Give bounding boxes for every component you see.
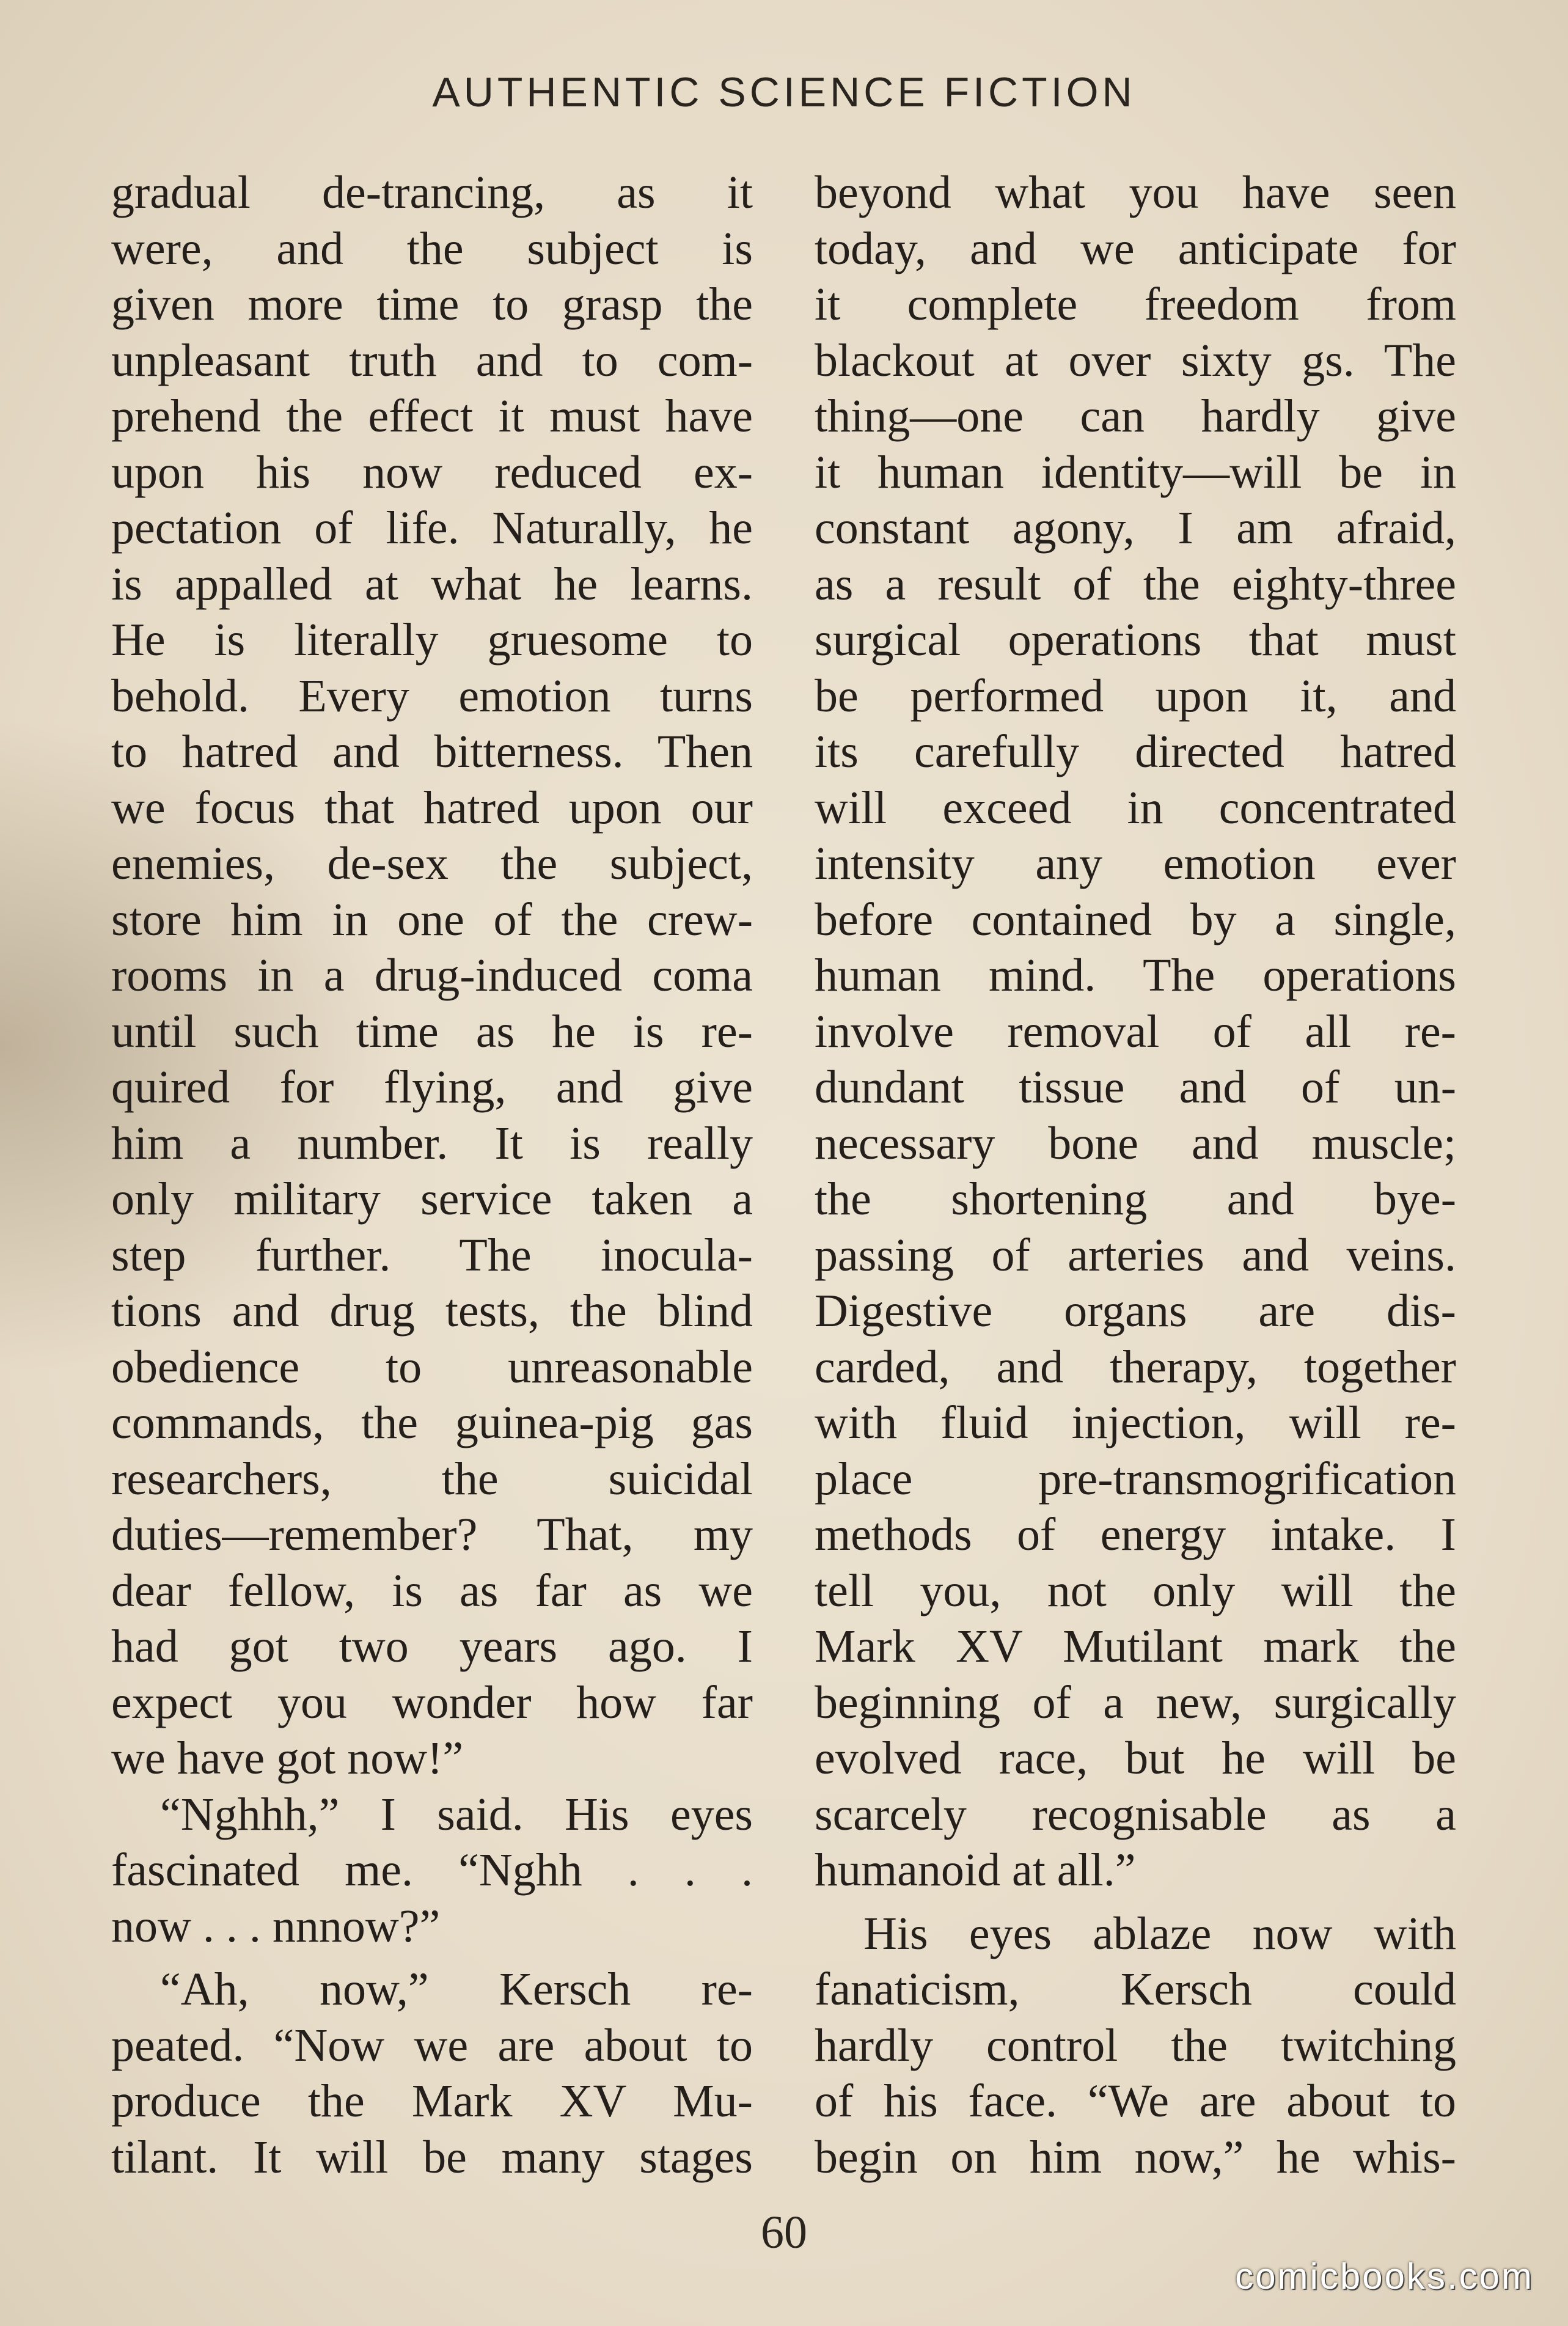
text-line: to hatred and bitterness. Then (111, 726, 753, 777)
text-line: methods of energy intake. I (815, 1509, 1456, 1560)
text-line: fascinated me. “Nghh . . . (111, 1844, 753, 1896)
text-line: the shortening and bye- (815, 1173, 1456, 1225)
text-line: its carefully directed hatred (815, 726, 1456, 777)
page-number: 60 (761, 2207, 807, 2258)
text-line: until such time as he is re- (111, 1005, 753, 1057)
text-line: as a result of the eighty-three (815, 558, 1456, 610)
text-line: “Nghhh,” I said. His eyes (160, 1788, 753, 1840)
text-line: necessary bone and muscle; (815, 1117, 1456, 1169)
text-line: duties—remember? That, my (111, 1509, 753, 1560)
text-line: tilant. It will be many stages (111, 2131, 753, 2183)
text-line: evolved race, but he will be (815, 1733, 1456, 1784)
right-column (815, 165, 1456, 2185)
watermark: comicbooks.com (1235, 2256, 1534, 2297)
text-line: His eyes ablaze now with (863, 1907, 1456, 1959)
text-line: intensity any emotion ever (815, 838, 1456, 889)
text-line: commands, the guinea-pig gas (111, 1397, 753, 1448)
text-line: place pre-transmogrification (815, 1453, 1456, 1505)
text-line: thing—one can hardly give (815, 391, 1456, 442)
text-line: behold. Every emotion turns (111, 670, 753, 722)
text-line: passing of arteries and veins. (815, 1229, 1456, 1281)
text-line: “Ah, now,” Kersch re- (160, 1964, 753, 2015)
text-line: carded, and therapy, together (815, 1341, 1456, 1393)
text-line: pectation of life. Naturally, he (111, 502, 753, 554)
text-line: him a number. It is really (111, 1117, 753, 1169)
text-line: surgical operations that must (815, 614, 1456, 666)
text-line: quired for flying, and give (111, 1062, 753, 1113)
text-line: human mind. The operations (815, 950, 1456, 1001)
text-line: beyond what you have seen (815, 167, 1456, 218)
text-line: upon his now reduced ex- (111, 446, 753, 498)
text-line: hardly control the twitching (815, 2019, 1456, 2071)
text-line: humanoid at all.” (815, 1844, 1136, 1896)
text-line: fanaticism, Kersch could (815, 1964, 1456, 2015)
text-line: blackout at over sixty gs. The (815, 334, 1456, 386)
paragraph-gap (111, 1954, 753, 1962)
text-line: of his face. “We are about to (815, 2075, 1456, 2127)
text-line: obedience to unreasonable (111, 1341, 753, 1393)
text-line: we have got now!” (111, 1733, 464, 1784)
text-line: researchers, the suicidal (111, 1453, 753, 1505)
text-line: rooms in a drug-induced coma (111, 950, 753, 1001)
text-line: scarcely recognisable as a (815, 1788, 1456, 1840)
text-line: peated. “Now we are about to (111, 2019, 753, 2071)
text-line: store him in one of the crew- (111, 893, 753, 945)
text-line: step further. The inocula- (111, 1229, 753, 1281)
text-line: with fluid injection, will re- (815, 1397, 1456, 1448)
text-line: prehend the effect it must have (111, 391, 753, 442)
text-line: involve removal of all re- (815, 1005, 1456, 1057)
text-line: He is literally gruesome to (111, 614, 753, 666)
text-line: now . . . nnnow?” (111, 1900, 441, 1952)
text-line: gradual de-trancing, as it (111, 167, 753, 218)
text-line: constant agony, I am afraid, (815, 502, 1456, 554)
running-head: AUTHENTIC SCIENCE FICTION (432, 69, 1136, 116)
text-line: today, and we anticipate for (815, 222, 1456, 274)
text-line: tions and drug tests, the blind (111, 1285, 753, 1337)
text-line: were, and the subject is (111, 222, 753, 274)
text-line: tell you, not only will the (815, 1565, 1456, 1616)
text-line: be performed upon it, and (815, 670, 1456, 722)
text-line: had got two years ago. I (111, 1621, 753, 1672)
text-line: only military service taken a (111, 1173, 753, 1225)
text-line: it human identity—will be in (815, 446, 1456, 498)
text-line: it complete freedom from (815, 279, 1456, 330)
left-column (111, 165, 753, 2185)
text-line: given more time to grasp the (111, 279, 753, 330)
text-line: unpleasant truth and to com- (111, 334, 753, 386)
text-line: produce the Mark XV Mu- (111, 2075, 753, 2127)
paragraph-gap (815, 1899, 1456, 1906)
text-line: expect you wonder how far (111, 1676, 753, 1728)
text-line: before contained by a single, (815, 893, 1456, 945)
text-line: enemies, de-sex the subject, (111, 838, 753, 889)
text-line: begin on him now,” he whis- (815, 2131, 1456, 2183)
text-line: Digestive organs are dis- (815, 1285, 1456, 1337)
text-line: we focus that hatred upon our (111, 782, 753, 834)
text-line: beginning of a new, surgically (815, 1676, 1456, 1728)
text-line: dear fellow, is as far as we (111, 1565, 753, 1616)
text-line: Mark XV Mutilant mark the (815, 1621, 1456, 1672)
text-line: will exceed in concentrated (815, 782, 1456, 834)
text-line: dundant tissue and of un- (815, 1062, 1456, 1113)
text-line: is appalled at what he learns. (111, 558, 753, 610)
